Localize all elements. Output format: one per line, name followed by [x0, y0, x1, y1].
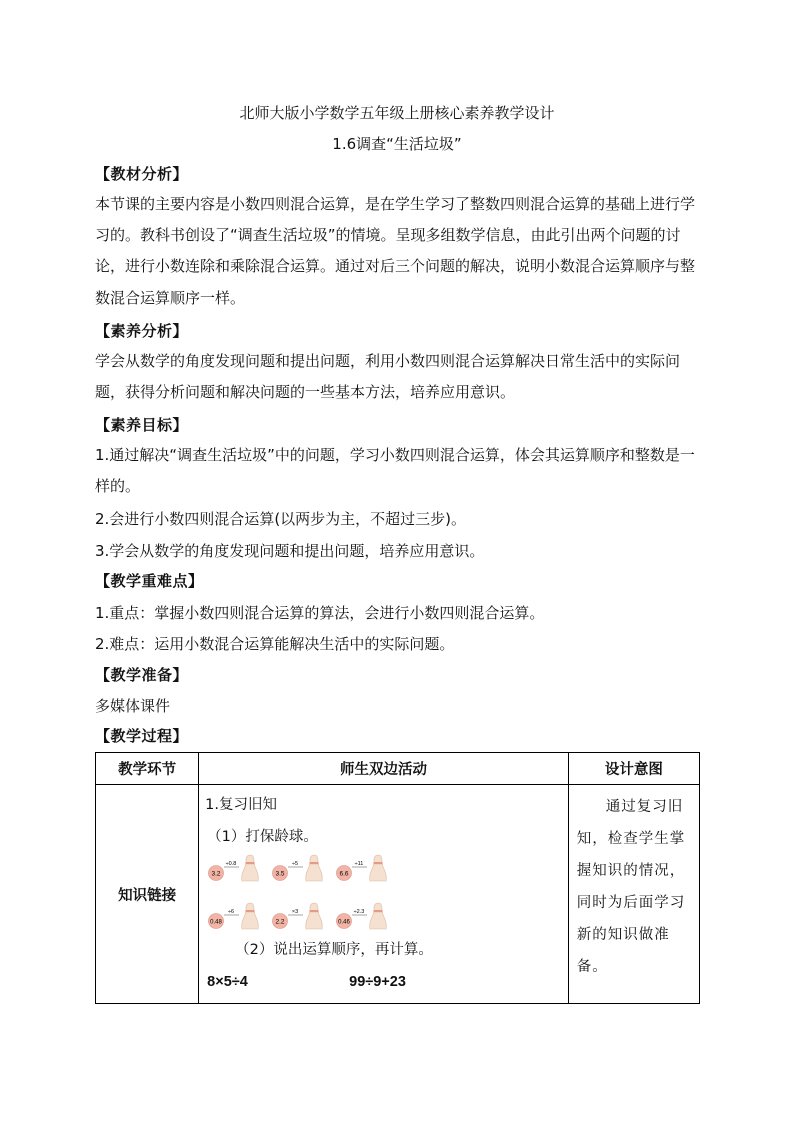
header-stage: 教学环节 [96, 753, 199, 785]
svg-text:÷11: ÷11 [354, 861, 364, 867]
intent-cell: 通过复习旧知，检查学生掌握知识的情况，同时为后面学习新的知识做准备。 [568, 785, 699, 1004]
literacy-heading: 【素养分析】 [95, 322, 189, 340]
difficult-point: 2.难点：运用小数混合运算能解决生活中的实际问题。 [95, 635, 455, 653]
lesson-title: 1.6调查“生活垃圾” [332, 135, 462, 153]
svg-text:×3: ×3 [292, 909, 299, 915]
svg-text:0.46: 0.46 [338, 919, 350, 926]
svg-text:÷0.8: ÷0.8 [225, 861, 237, 867]
process-heading: 【教学过程】 [95, 727, 189, 745]
activity-cell [199, 785, 569, 1004]
goals-heading: 【素养目标】 [95, 416, 189, 434]
goal-2: 2.会进行小数四则混合运算(以两步为主，不超过三步)。 [95, 510, 467, 528]
process-table [95, 752, 700, 1004]
bowling-pin-icon [335, 901, 391, 931]
material-heading: 【教材分析】 [95, 165, 189, 183]
literacy-text: 学会从数学的角度发现问题和提出问题，利用小数四则混合运算解决日常生活中的实际问题，获得分析问题和解决问题的一些基本方法，培养应用意识。 [95, 352, 681, 402]
stage-cell: 知识链接 [96, 785, 199, 1004]
header-activity: 师生双边活动 [199, 753, 569, 785]
key-heading: 【教学重难点】 [95, 572, 204, 590]
bowling-pin-icon [207, 853, 263, 883]
goal-1: 1.通过解决“调查生活垃圾”中的问题，学习小数四则混合运算，体会其运算顺序和整数是一样的。 [95, 446, 695, 496]
svg-text:6.6: 6.6 [339, 870, 349, 878]
table-header-row [96, 753, 700, 785]
bowling-pin-icon [207, 901, 263, 931]
order-step: （2）说出运算顺序，再计算。 [235, 942, 433, 958]
bowling-pin-icon [335, 853, 391, 883]
svg-text:÷2.3: ÷2.3 [353, 909, 365, 915]
review-label: 1.复习旧知 [205, 797, 277, 813]
svg-text:3.5: 3.5 [275, 870, 285, 878]
bowling-pin-icon [271, 901, 327, 931]
svg-text:2.2: 2.2 [275, 918, 285, 926]
svg-text:0.48: 0.48 [210, 919, 222, 926]
prep-text: 多媒体课件 [95, 697, 171, 715]
prep-heading: 【教学准备】 [95, 666, 189, 684]
key-point: 1.重点：掌握小数四则混合运算的算法，会进行小数四则混合运算。 [95, 604, 545, 622]
bowling-step: （1）打保龄球。 [207, 829, 318, 845]
expression-1: 8×5÷4 [207, 974, 248, 990]
bowling-pin-icon [271, 853, 327, 883]
svg-text:÷5: ÷5 [292, 861, 299, 867]
document-title: 北师大版小学数学五年级上册核心素养教学设计 [239, 104, 555, 122]
material-text: 本节课的主要内容是小数四则混合运算，是在学生学习了整数四则混合运算的基础上进行学习的。教科书创设了“调查生活垃圾”的情境。呈现多组数学信息，由此引出两个问题的讨论，进行小数连除和乘除混合运算。通过对后三个问题的解决，说明小数混合运算顺序与整数混合运算顺序一样。 [95, 195, 696, 307]
header-intent: 设计意图 [568, 753, 699, 785]
goal-3: 3.学会从数学的角度发现问题和提出问题，培养应用意识。 [95, 542, 485, 560]
table-row [96, 785, 700, 1004]
svg-text:3.2: 3.2 [211, 870, 221, 878]
svg-text:÷6: ÷6 [228, 909, 235, 915]
expression-2: 99÷9+23 [349, 974, 406, 990]
